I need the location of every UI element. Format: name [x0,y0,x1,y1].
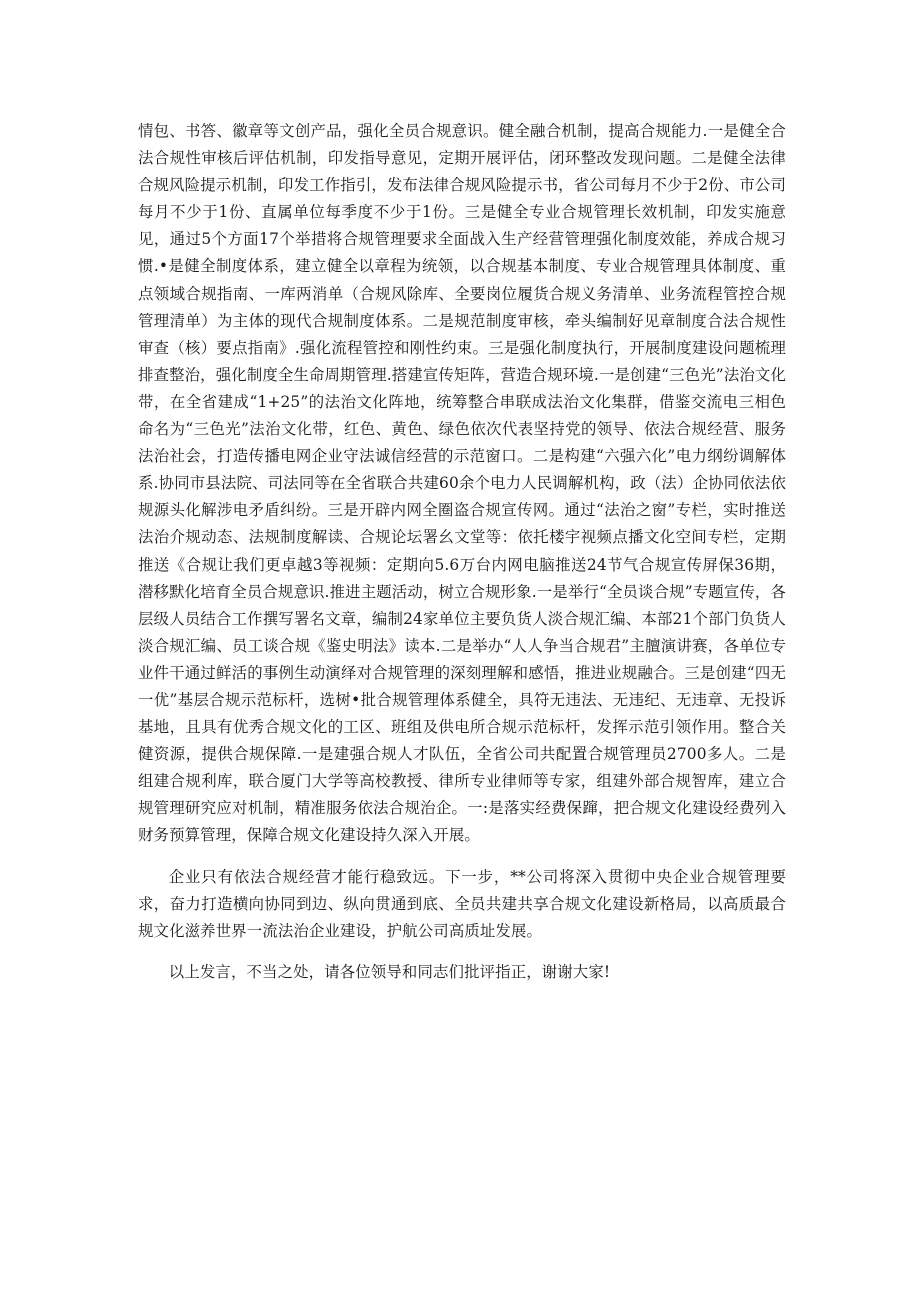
paragraph-compliance-measures: 情包、书答、徽章等文创产品，强化全员合规意识。健全融合机制，提高合规能力.一是健全合法合规性审核后评估机制，印发指导意见，定期开展评估，闭环整改发现问题。二是健全法律合规风险提示机制，印发工作指引，发布法律合规风险提示书，省公司每月不少于2份、市公司每月不少于1份、直属单位每季度不少于1份。三是健全专业合规管理长效机制，印发实施意见，通过5个方面17个举措将合规管理要求全面战入生产经营管理强化制度效能，养成合规习惯.•是健全制度体系，建立健全以章程为统领，以合规基本制度、专业合规管理具体制度、重点领域合规指南、一库两消单（合规风除库、全要岗位履货合规义务清单、业务流程管控合规管理清单）为主体的现代合规制度体系。二是规范制度审核，牵头编制好见章制度合法合规性审查（核）要点指南》.强化流程管控和刚性约束。三是强化制度执行，开展制度建设问题梳理排查整治，强化制度全生命周期管理.搭建宣传矩阵，营造合规环境.一是创建“三色光”法治文化带，在全省建成“1+25”的法治文化阵地，统筹整合串联成法治文化集群，借鉴交流电三相色命名为“三色光”法治文化带，红色、黄色、绿色依次代表坚持党的领导、依法合规经营、服务法治社会，打造传播电网企业守法诚信经营的示范窗口。二是构建“六强六化”电力纲纷调解体系.协同市县法院、司法同等在全省联合共建60余个电力人民调解机构，政（法）企协同依法依规源头化解涉电矛盾纠纷。三是开辟内网全圈盗合规宣传网。通过“法治之窗”专栏，实时推送法治介规动态、法规制度解读、合规论坛署幺文堂等：依托楼宇视频点播文化空间专栏，定期推送《合规让我们更卓越3等视频：定期向5.6万台内网电脑推送24节气合规宣传屏保36期，潜移默化培育全员合规意识.推进主题活动，树立合规形象.一是举行“全员谈合规”专题宣传，各层级人员结合工作撰写署名文章，编制24家单位主要负货人淡合规汇编、本部21个部门负货人淡合规汇编、员工谈合规《鉴史明法》读本.二是举办“人人争当合规君”主膻演讲赛，各单位专业件干通过鲜活的事例生动演绎对合规管理的深刻理解和感悟，推进业规融合。三是创建“四无一优”基层合规示范标杆，选树•批合规管理体系健全，具符无违法、无违纪、无违章、无投诉基地，且具有优秀合规文化的工区、班组及供电所合规示范标杆，发挥示范引领作用。整合关健资源，提供合规保障.一是建强合规人才队伍，全省公司共配置合规管理员2700多人。二是组建合规利库，联合厦门大学等高校教授、律所专业律师等专家，组建外部合规智库，建立合规管理研究应对机制，精准服务依法合规治企。一:是落实经费保蹿，把合规文化建设经费列入财务预算管理，保障合规文化建设持久深入开展。 [138,122,786,845]
paragraph-next-steps: 企业只有依法合规经营才能行稳致远。下一步，**公司将深入贯彻中央企业合规管理要求，奋力打造横向协同到边、纵向贯通到底、全员共建共享合规文化建设新格局，以高质最合规文化滋养世界一流法治企业建设，护航公司高质址发展。 [138,867,786,940]
paragraph-closing-remarks: 以上发言，不当之处，请各位领导和同志们批评指正，谢谢大家! [168,962,611,981]
document-body [138,118,786,1000]
